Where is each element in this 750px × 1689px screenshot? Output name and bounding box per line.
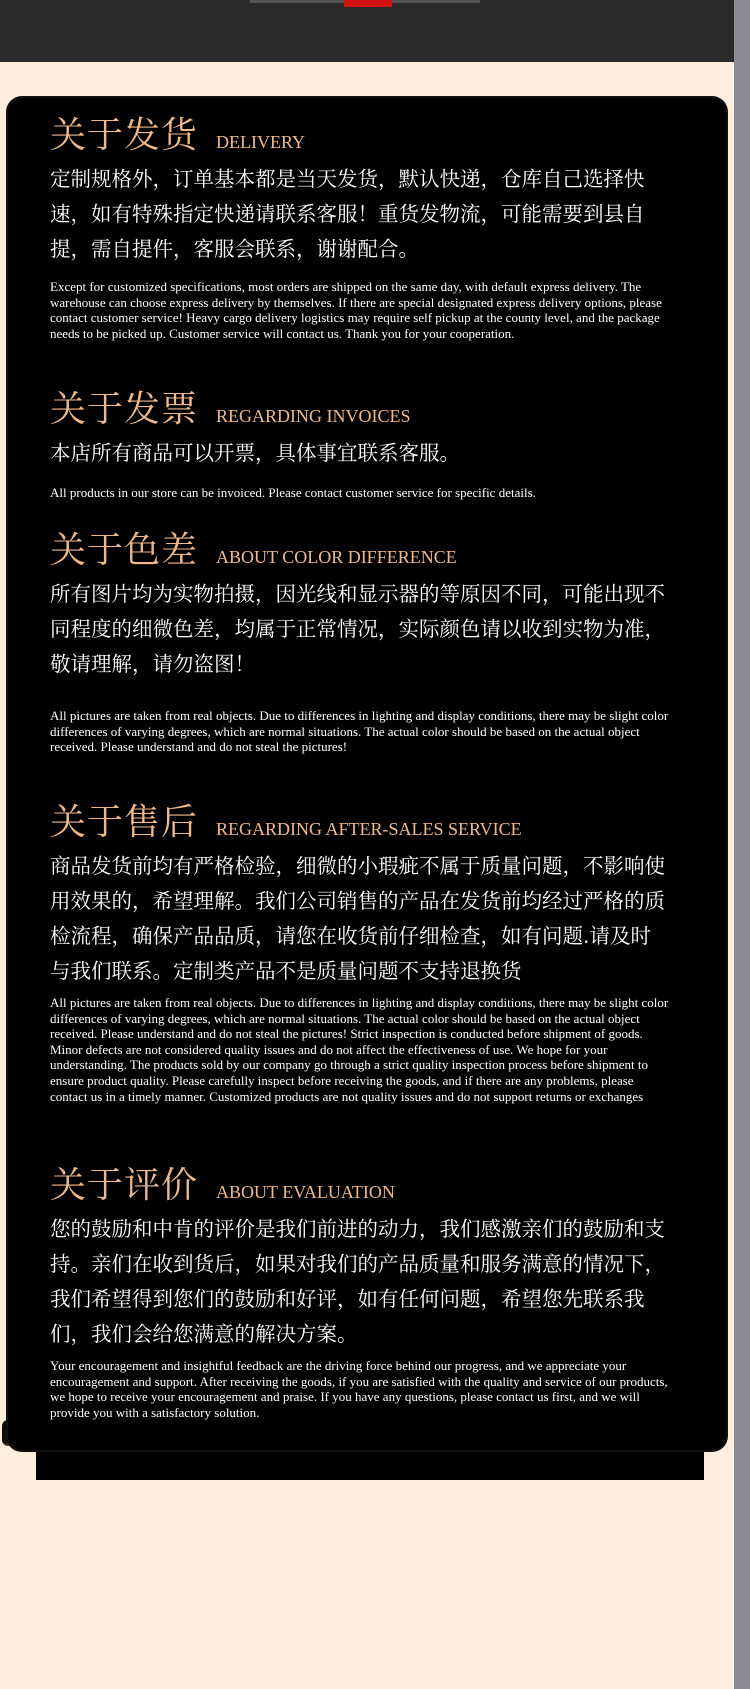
section-title-en: REGARDING AFTER-SALES SERVICE bbox=[216, 819, 522, 839]
info-card bbox=[8, 98, 726, 1450]
section-title-en: DELIVERY bbox=[216, 132, 306, 152]
section-text-zh: 定制规格外，订单基本都是当天发货，默认快递，仓库自己选择快速，如有特殊指定快递请联系客服！重货发物流，可能需要到县自提，需自提件，客服会联系，谢谢配合。 bbox=[50, 167, 645, 261]
section-delivery bbox=[50, 112, 670, 341]
section-text-en: All pictures are taken from real objects. Due to differences in lighting and display conditions, there may be slight color differences of varying degrees, which are normal situations. The actual color should be based on the actual object received. Please understand and do not steal the pictures! Strict inspection is conducted before shipment of goods. Minor defects are not considered quality issues and do not affect the effectiveness of use. We hope for your understanding. The products sold by our company go through a strict quality inspection process before shipment to ensure product quality. Please carefully inspect before receiving the goods, and if there are any problems, please contact us in a timely manner. Customized products are not quality issues and do not support returns or exchanges bbox=[50, 995, 669, 1104]
section-text-en: Except for customized specifications, most orders are shipped on the same day, with default express delivery. The warehouse can choose express delivery by themselves. If there are special designated express delivery options, please contact customer service! Heavy cargo delivery logistics may require self pickup at the county level, and the package needs to be picked up. Customer service will contact us. Thank you for your cooperation. bbox=[50, 279, 662, 341]
section-text-en: All pictures are taken from real objects. Due to differences in lighting and display conditions, there may be slight color differences of varying degrees, which are normal situations. The actual color should be based on the actual object received. Please understand and do not steal the pictures! bbox=[50, 708, 669, 755]
section-heading bbox=[50, 799, 670, 845]
section-after-sales bbox=[50, 799, 670, 1104]
section-title-en: ABOUT EVALUATION bbox=[216, 1182, 395, 1202]
section-text-zh: 商品发货前均有严格检验，细微的小瑕疵不属于质量问题，不影响使用效果的，希望理解。我们公司销售的产品在发货前均经过严格的质检流程，确保产品品质，请您在收货前仔细检查，如有问题.请及时与我们联系。定制类产品不是质量问题不支持退换货 bbox=[50, 854, 665, 983]
section-text-zh: 所有图片均为实物拍摄，因光线和显示器的等原因不同，可能出现不同程度的细微色差，均属于正常情况，实际颜色请以收到实物为准，敬请理解，请勿盗图！ bbox=[50, 582, 665, 676]
section-title-en: ABOUT COLOR DIFFERENCE bbox=[216, 547, 457, 567]
section-evaluation bbox=[50, 1162, 670, 1420]
section-heading bbox=[50, 112, 670, 158]
section-invoices bbox=[50, 386, 670, 501]
section-title-en: REGARDING INVOICES bbox=[216, 406, 411, 426]
section-heading bbox=[50, 1162, 670, 1208]
section-title-zh: 关于售后 bbox=[50, 802, 199, 843]
section-title-zh: 关于色差 bbox=[50, 530, 199, 571]
section-title-zh: 关于评价 bbox=[50, 1165, 199, 1206]
section-text-en: All products in our store can be invoiced. Please contact customer service for specific details. bbox=[50, 485, 536, 500]
section-title-zh: 关于发货 bbox=[50, 115, 199, 156]
section-text-zh: 您的鼓励和中肯的评价是我们前进的动力，我们感激亲们的鼓励和支持。亲们在收到货后，如果对我们的产品质量和服务满意的情况下，我们希望得到您们的鼓励和好评，如有任何问题，希望您先联系我们，我们会给您满意的解决方案。 bbox=[50, 1217, 665, 1346]
section-heading bbox=[50, 386, 670, 432]
scrollbar[interactable] bbox=[734, 0, 750, 1689]
section-title-zh: 关于发票 bbox=[50, 389, 199, 430]
top-banner bbox=[0, 0, 734, 62]
section-color-difference bbox=[50, 527, 670, 755]
section-text-en: Your encouragement and insightful feedback are the driving force behind our progress, and we appreciate your encouragement and support. After receiving the goods, if you are satisfied with the quality and service of our products, we hope to receive your encouragement and praise. If you have any questions, please contact us first, and we will provide you with a satisfactory solution. bbox=[50, 1358, 668, 1420]
section-heading bbox=[50, 527, 670, 573]
section-text-zh: 本店所有商品可以开票，具体事宜联系客服。 bbox=[50, 441, 460, 465]
active-tab-indicator bbox=[344, 0, 392, 7]
